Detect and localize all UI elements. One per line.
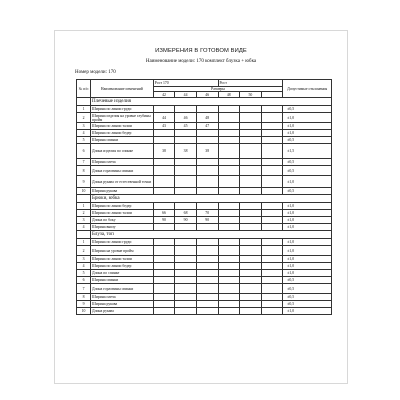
size-value: [196, 137, 218, 144]
tolerance-value: ±0,5: [283, 277, 332, 284]
tolerance-value: ±1,5: [283, 144, 332, 159]
size-value: [153, 166, 175, 176]
size-value: [175, 246, 197, 256]
size-value: [175, 188, 197, 195]
size-value: [175, 301, 197, 308]
size-value: [218, 113, 240, 123]
section-row: [77, 231, 332, 239]
size-value: [153, 256, 175, 263]
tolerance-value: ±0,5: [283, 294, 332, 301]
size-value: [196, 106, 218, 113]
size-value: [240, 270, 262, 277]
tolerance-value: ±1,0: [283, 246, 332, 256]
header-size: 42: [153, 92, 175, 98]
size-value: [218, 166, 240, 176]
size-value: [196, 263, 218, 270]
size-value: [218, 277, 240, 284]
measurement-name: Ширина плеча: [91, 294, 154, 301]
section-num-cell: [77, 195, 91, 203]
size-value: [153, 203, 175, 210]
extra-cell: [261, 188, 283, 195]
size-value: [240, 239, 262, 246]
size-value: [196, 166, 218, 176]
size-value: [175, 166, 197, 176]
size-value: [240, 130, 262, 137]
table-row: [77, 277, 332, 284]
table-row: [77, 263, 332, 270]
table-row: [77, 308, 332, 315]
tolerance-value: ±1,0: [283, 123, 332, 130]
section-title: Плечевые изделия: [91, 98, 332, 106]
tolerance-value: ±1,0: [283, 203, 332, 210]
size-value: [153, 137, 175, 144]
size-value: [218, 246, 240, 256]
size-value: [218, 106, 240, 113]
size-value: [153, 176, 175, 188]
extra-cell: [261, 123, 283, 130]
extra-cell: [261, 166, 283, 176]
row-number: 3: [77, 256, 91, 263]
size-value: [218, 270, 240, 277]
measurement-name: Длина изделия по спинке: [91, 144, 154, 159]
tolerance-value: ±0,5: [283, 301, 332, 308]
extra-cell: [261, 308, 283, 315]
measurement-name: Длина горловины спинки: [91, 284, 154, 294]
header-size: 46: [196, 92, 218, 98]
size-value: 47: [196, 123, 218, 130]
measurements-table: [76, 79, 332, 315]
size-value: [153, 246, 175, 256]
size-value: 46: [175, 113, 197, 123]
size-value: [196, 308, 218, 315]
tolerance-value: ±1,0: [283, 239, 332, 246]
measurement-name: Ширина плеча: [91, 159, 154, 166]
size-value: [175, 256, 197, 263]
size-value: [240, 137, 262, 144]
tolerance-value: ±0,5: [283, 159, 332, 166]
size-value: [153, 308, 175, 315]
table-row: [77, 301, 332, 308]
size-value: 90: [153, 217, 175, 224]
size-value: 38: [175, 144, 197, 159]
measurement-name: Ширина по линии талии: [91, 210, 154, 217]
extra-cell: [261, 176, 283, 188]
row-number: 6: [77, 277, 91, 284]
section-num-cell: [77, 98, 91, 106]
size-value: 70: [196, 210, 218, 217]
document-page: [54, 30, 348, 384]
row-number: 2: [77, 210, 91, 217]
extra-cell: [261, 239, 283, 246]
size-value: [153, 106, 175, 113]
size-value: [240, 246, 262, 256]
header-name: Наименование изменений: [91, 80, 154, 98]
size-value: [153, 130, 175, 137]
section-row: [77, 195, 332, 203]
document-subtitle: Наименование модели: 170 комплект блузка + юбка: [145, 59, 257, 64]
section-num-cell: [77, 231, 91, 239]
measurement-name: Длина рукава от естественной точки: [91, 176, 154, 188]
measurement-name: Длина горловины спинки: [91, 166, 154, 176]
tolerance-value: ±0,5: [283, 188, 332, 195]
tolerance-value: ±1,0: [283, 217, 332, 224]
size-value: [240, 144, 262, 159]
size-value: [240, 277, 262, 284]
size-value: [240, 284, 262, 294]
size-value: [196, 284, 218, 294]
size-value: [218, 284, 240, 294]
measurement-name: Длина по спинке: [91, 270, 154, 277]
measurement-name: Ширина спинки: [91, 137, 154, 144]
tolerance-value: ±1,0: [283, 113, 332, 123]
size-value: [175, 203, 197, 210]
extra-cell: [261, 106, 283, 113]
extra-cell: [261, 246, 283, 256]
measurement-name: Ширина по линии талии: [91, 256, 154, 263]
size-value: [240, 224, 262, 231]
size-value: [218, 224, 240, 231]
size-value: [175, 270, 197, 277]
table-row: [77, 130, 332, 137]
size-value: 38: [153, 144, 175, 159]
table-row: [77, 256, 332, 263]
size-value: [175, 308, 197, 315]
table-row: [77, 176, 332, 188]
table-row: [77, 210, 332, 217]
extra-cell: [261, 113, 283, 123]
size-value: [218, 210, 240, 217]
size-value: [240, 113, 262, 123]
measurement-name: Ширина по линии груди: [91, 106, 154, 113]
size-value: [196, 176, 218, 188]
measurement-name: Ширина изделия на уровне глубины пройм: [91, 113, 154, 123]
tolerance-value: ±0,5: [283, 106, 332, 113]
header-height: Рост 170: [153, 80, 218, 87]
row-number: 3: [77, 123, 91, 130]
row-number: 1: [77, 203, 91, 210]
measurement-name: Ширина рукава: [91, 301, 154, 308]
row-number: 5: [77, 270, 91, 277]
size-value: [218, 176, 240, 188]
section-title: Брюки, юбка: [91, 195, 332, 203]
size-value: 48: [196, 113, 218, 123]
size-value: [153, 270, 175, 277]
table-row: [77, 106, 332, 113]
measurement-name: Ширина внизу: [91, 224, 154, 231]
size-value: [175, 137, 197, 144]
header-size: 48: [218, 92, 240, 98]
size-value: 90: [196, 217, 218, 224]
extra-cell: [261, 137, 283, 144]
size-value: [218, 159, 240, 166]
size-value: [153, 284, 175, 294]
tolerance-value: ±1,0: [283, 270, 332, 277]
measurement-name: Ширина по линии бедер: [91, 130, 154, 137]
row-number: 4: [77, 263, 91, 270]
size-value: [196, 159, 218, 166]
size-value: [196, 239, 218, 246]
size-value: [175, 130, 197, 137]
header-height-2: Рост: [218, 80, 283, 87]
tolerance-value: ±1,0: [283, 130, 332, 137]
size-value: [175, 284, 197, 294]
model-number: Номер модели: 170: [75, 70, 116, 75]
size-value: [240, 123, 262, 130]
tolerance-value: ±0,5: [283, 166, 332, 176]
tolerance-value: ±1,0: [283, 263, 332, 270]
size-value: [240, 301, 262, 308]
measurement-name: Ширина по линии груди: [91, 239, 154, 246]
extra-cell: [261, 224, 283, 231]
size-value: [153, 301, 175, 308]
size-value: [196, 246, 218, 256]
row-number: 10: [77, 308, 91, 315]
size-value: [218, 203, 240, 210]
table-row: [77, 284, 332, 294]
size-value: 43: [153, 123, 175, 130]
extra-cell: [261, 256, 283, 263]
size-value: 66: [153, 210, 175, 217]
extra-cell: [261, 294, 283, 301]
size-value: [196, 277, 218, 284]
extra-cell: [261, 159, 283, 166]
extra-cell: [261, 217, 283, 224]
size-value: [218, 130, 240, 137]
extra-cell: [261, 284, 283, 294]
row-number: 8: [77, 294, 91, 301]
size-value: [218, 144, 240, 159]
size-value: [240, 263, 262, 270]
size-value: [175, 277, 197, 284]
measurement-name: Ширина спинки: [91, 277, 154, 284]
table-row: [77, 166, 332, 176]
row-number: 6: [77, 144, 91, 159]
measurement-name: Длина рукава: [91, 308, 154, 315]
row-number: 9: [77, 301, 91, 308]
extra-cell: [261, 270, 283, 277]
tolerance-value: ±1,0: [283, 224, 332, 231]
size-value: [153, 239, 175, 246]
size-value: [218, 123, 240, 130]
size-value: [175, 224, 197, 231]
row-number: 7: [77, 159, 91, 166]
section-row: [77, 98, 332, 106]
table-row: [77, 113, 332, 123]
size-value: [196, 294, 218, 301]
table-row: [77, 270, 332, 277]
section-title: Блуза, топ: [91, 231, 332, 239]
table-row: [77, 144, 332, 159]
size-value: [240, 188, 262, 195]
measurement-name: Ширина рукава: [91, 188, 154, 195]
size-value: 68: [175, 210, 197, 217]
extra-cell: [261, 203, 283, 210]
size-value: [175, 176, 197, 188]
row-number: 4: [77, 224, 91, 231]
size-value: [196, 224, 218, 231]
size-value: [153, 159, 175, 166]
table-row: [77, 217, 332, 224]
extra-cell: [261, 277, 283, 284]
table-row: [77, 203, 332, 210]
size-value: [240, 159, 262, 166]
size-value: [240, 203, 262, 210]
header-size: 44: [175, 92, 197, 98]
size-value: [153, 224, 175, 231]
measurement-name: Ширина по линии талии: [91, 123, 154, 130]
size-value: [175, 263, 197, 270]
row-number: 10: [77, 188, 91, 195]
row-number: 9: [77, 176, 91, 188]
size-value: [153, 294, 175, 301]
size-value: [196, 203, 218, 210]
size-value: [218, 263, 240, 270]
row-number: 1: [77, 239, 91, 246]
header-size-label: Размеры: [153, 87, 283, 92]
size-value: [196, 130, 218, 137]
tolerance-value: ±0,5: [283, 137, 332, 144]
table-row: [77, 159, 332, 166]
size-value: [218, 308, 240, 315]
measurement-name: Длина по боку: [91, 217, 154, 224]
size-value: 45: [175, 123, 197, 130]
row-number: 7: [77, 284, 91, 294]
size-value: [240, 210, 262, 217]
size-value: [218, 239, 240, 246]
tolerance-value: ±1,0: [283, 256, 332, 263]
size-value: [240, 294, 262, 301]
size-value: [175, 159, 197, 166]
extra-cell: [261, 210, 283, 217]
size-value: 38: [196, 144, 218, 159]
row-number: 2: [77, 246, 91, 256]
table-row: [77, 137, 332, 144]
row-number: 3: [77, 217, 91, 224]
size-value: [153, 263, 175, 270]
measurement-name: Ширина на уровне пройм: [91, 246, 154, 256]
header-row-1: [77, 80, 332, 87]
size-value: [240, 308, 262, 315]
tolerance-value: ±1,0: [283, 308, 332, 315]
size-value: [153, 188, 175, 195]
header-size: 50: [240, 92, 262, 98]
extra-cell: [261, 263, 283, 270]
size-value: [175, 106, 197, 113]
size-value: [175, 239, 197, 246]
extra-cell: [261, 301, 283, 308]
row-number: 2: [77, 113, 91, 123]
size-value: [218, 137, 240, 144]
row-number: 8: [77, 166, 91, 176]
size-value: [196, 188, 218, 195]
size-value: [218, 188, 240, 195]
table-row: [77, 123, 332, 130]
size-value: [196, 270, 218, 277]
measurements-table-body: [77, 80, 332, 315]
table-row: [77, 246, 332, 256]
row-number: 5: [77, 137, 91, 144]
size-value: [240, 256, 262, 263]
row-number: 1: [77, 106, 91, 113]
extra-cell: [261, 130, 283, 137]
size-value: [175, 294, 197, 301]
size-value: [240, 176, 262, 188]
extra-cell: [261, 144, 283, 159]
measurement-name: Ширина по линии бедер: [91, 203, 154, 210]
table-row: [77, 224, 332, 231]
header-num: № п/п: [77, 80, 91, 98]
size-value: 90: [175, 217, 197, 224]
size-value: [240, 166, 262, 176]
table-row: [77, 239, 332, 246]
size-value: 44: [153, 113, 175, 123]
size-value: [196, 256, 218, 263]
size-value: [218, 217, 240, 224]
tolerance-value: ±1,0: [283, 176, 332, 188]
size-value: [240, 106, 262, 113]
size-value: [218, 294, 240, 301]
table-row: [77, 188, 332, 195]
tolerance-value: ±1,0: [283, 210, 332, 217]
size-value: [218, 256, 240, 263]
measurement-name: Ширина по линии бедер: [91, 263, 154, 270]
size-value: [240, 217, 262, 224]
table-row: [77, 294, 332, 301]
header-tolerance: Допустимые отклонения: [283, 80, 332, 98]
tolerance-value: ±0,5: [283, 284, 332, 294]
document-title: ИЗМЕРЕНИЯ В ГОТОВОМ ВИДЕ: [155, 48, 247, 54]
row-number: 4: [77, 130, 91, 137]
size-value: [196, 301, 218, 308]
size-value: [153, 277, 175, 284]
size-value: [218, 301, 240, 308]
